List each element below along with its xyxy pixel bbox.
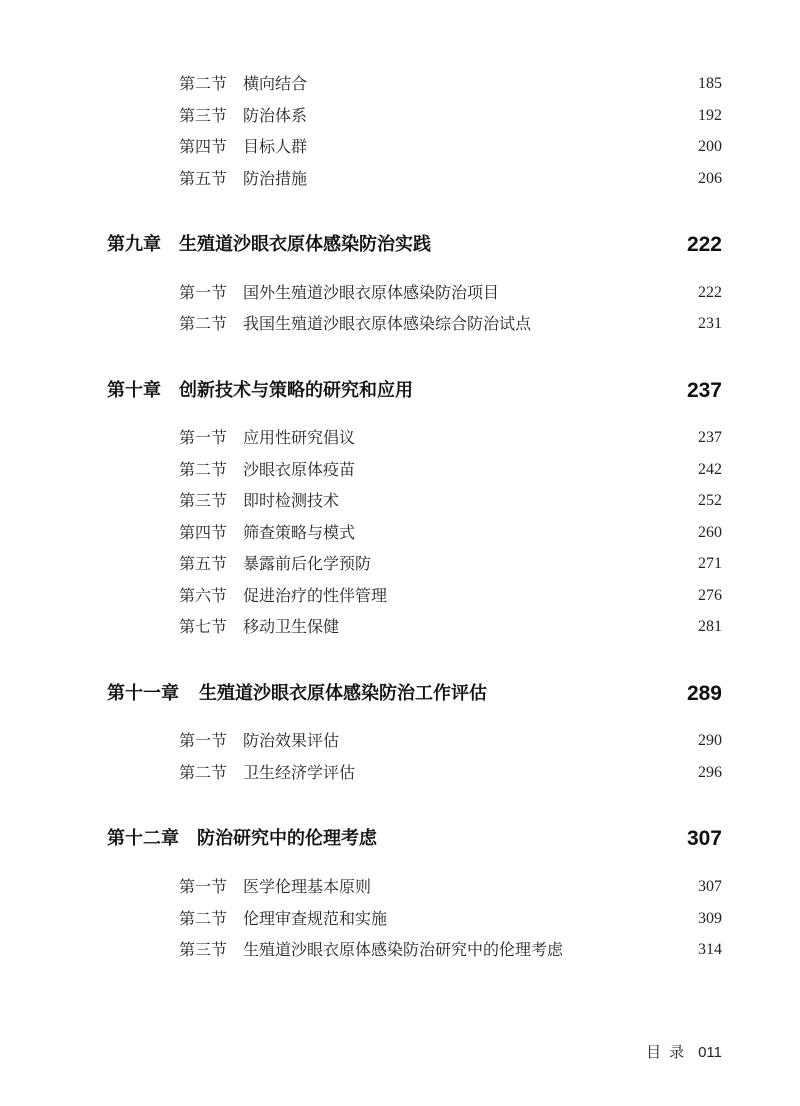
chapter-title: 防治研究中的伦理考虑 [197, 828, 377, 849]
section-number: 第三节 [179, 491, 228, 510]
section-number: 第二节 [179, 763, 228, 782]
chapter-number: 第十章 [107, 380, 161, 401]
toc-section-entry[interactable] [179, 875, 722, 899]
toc-section-entry[interactable] [179, 72, 722, 96]
section-number: 第五节 [179, 554, 228, 573]
section-title: 防治体系 [243, 106, 308, 125]
toc-chapter-entry[interactable] [107, 230, 722, 260]
section-page-number: 222 [698, 284, 722, 301]
section-page-number: 290 [698, 732, 722, 749]
section-number: 第一节 [179, 428, 228, 447]
chapter-number: 第十一章 [107, 683, 179, 704]
chapter-number: 第十二章 [107, 828, 179, 849]
section-page-number: 192 [698, 107, 722, 124]
toc-section-entry[interactable] [179, 584, 722, 608]
section-title: 生殖道沙眼衣原体感染防治研究中的伦理考虑 [243, 940, 564, 959]
section-page-number: 200 [698, 138, 722, 155]
section-number: 第五节 [179, 169, 228, 188]
toc-section-entry[interactable] [179, 521, 722, 545]
section-number: 第二节 [179, 909, 228, 928]
section-title: 沙眼衣原体疫苗 [243, 460, 356, 479]
section-title: 医学伦理基本原则 [243, 877, 372, 896]
toc-section-entry[interactable] [179, 907, 722, 931]
section-title: 筛查策略与模式 [243, 523, 356, 542]
section-number: 第二节 [179, 460, 228, 479]
chapter-title: 生殖道沙眼衣原体感染防治工作评估 [199, 683, 487, 704]
chapter-page-number: 307 [686, 827, 722, 850]
section-page-number: 281 [698, 618, 722, 635]
section-number: 第三节 [179, 106, 228, 125]
toc-section-entry[interactable] [179, 104, 722, 128]
section-page-number: 276 [698, 587, 722, 604]
toc-section-entry[interactable] [179, 761, 722, 785]
section-number: 第六节 [179, 586, 228, 605]
section-number: 第四节 [179, 523, 228, 542]
section-number: 第二节 [179, 314, 228, 333]
section-title: 暴露前后化学预防 [243, 554, 372, 573]
section-title: 目标人群 [243, 137, 308, 156]
section-title: 促进治疗的性伴管理 [243, 586, 388, 605]
toc-section-entry[interactable] [179, 135, 722, 159]
running-header-label: 目录 [646, 1043, 693, 1061]
chapter-title: 生殖道沙眼衣原体感染防治实践 [179, 234, 431, 255]
section-page-number: 231 [698, 315, 722, 332]
section-title: 防治措施 [243, 169, 308, 188]
section-title: 国外生殖道沙眼衣原体感染防治项目 [243, 283, 500, 302]
toc-section-entry[interactable] [179, 729, 722, 753]
section-title: 移动卫生保健 [243, 617, 340, 636]
section-number: 第一节 [179, 283, 228, 302]
folio-page-number: 011 [698, 1044, 722, 1061]
toc-section-entry[interactable] [179, 938, 722, 962]
toc-section-entry[interactable] [179, 281, 722, 305]
section-page-number: 242 [698, 461, 722, 478]
section-page-number: 296 [698, 764, 722, 781]
page-footer [646, 1040, 722, 1064]
toc-section-entry[interactable] [179, 458, 722, 482]
section-number: 第七节 [179, 617, 228, 636]
toc-chapter-entry[interactable] [107, 679, 722, 709]
section-title: 我国生殖道沙眼衣原体感染综合防治试点 [243, 314, 532, 333]
section-number: 第四节 [179, 137, 228, 156]
section-page-number: 252 [698, 492, 722, 509]
section-title: 即时检测技术 [243, 491, 340, 510]
toc-section-entry[interactable] [179, 426, 722, 450]
toc-chapter-entry[interactable] [107, 824, 722, 854]
toc-section-entry[interactable] [179, 167, 722, 191]
chapter-title: 创新技术与策略的研究和应用 [179, 380, 413, 401]
section-title: 卫生经济学评估 [243, 763, 356, 782]
section-page-number: 271 [698, 555, 722, 572]
toc-section-entry[interactable] [179, 615, 722, 639]
section-title: 防治效果评估 [243, 731, 340, 750]
section-number: 第一节 [179, 877, 228, 896]
section-page-number: 307 [698, 878, 722, 895]
section-page-number: 314 [698, 941, 722, 958]
chapter-page-number: 289 [686, 682, 722, 705]
toc-chapter-entry[interactable] [107, 376, 722, 406]
chapter-number: 第九章 [107, 234, 161, 255]
toc-section-entry[interactable] [179, 312, 722, 336]
section-number: 第三节 [179, 940, 228, 959]
section-title: 伦理审查规范和实施 [243, 909, 388, 928]
section-number: 第二节 [179, 74, 228, 93]
section-title: 横向结合 [243, 74, 308, 93]
section-number: 第一节 [179, 731, 228, 750]
section-page-number: 237 [698, 429, 722, 446]
toc-section-entry[interactable] [179, 552, 722, 576]
section-title: 应用性研究倡议 [243, 428, 356, 447]
section-page-number: 185 [698, 75, 722, 92]
chapter-page-number: 222 [686, 233, 722, 256]
chapter-page-number: 237 [686, 379, 722, 402]
toc-section-entry[interactable] [179, 489, 722, 513]
section-page-number: 309 [698, 910, 722, 927]
section-page-number: 260 [698, 524, 722, 541]
section-page-number: 206 [698, 170, 722, 187]
